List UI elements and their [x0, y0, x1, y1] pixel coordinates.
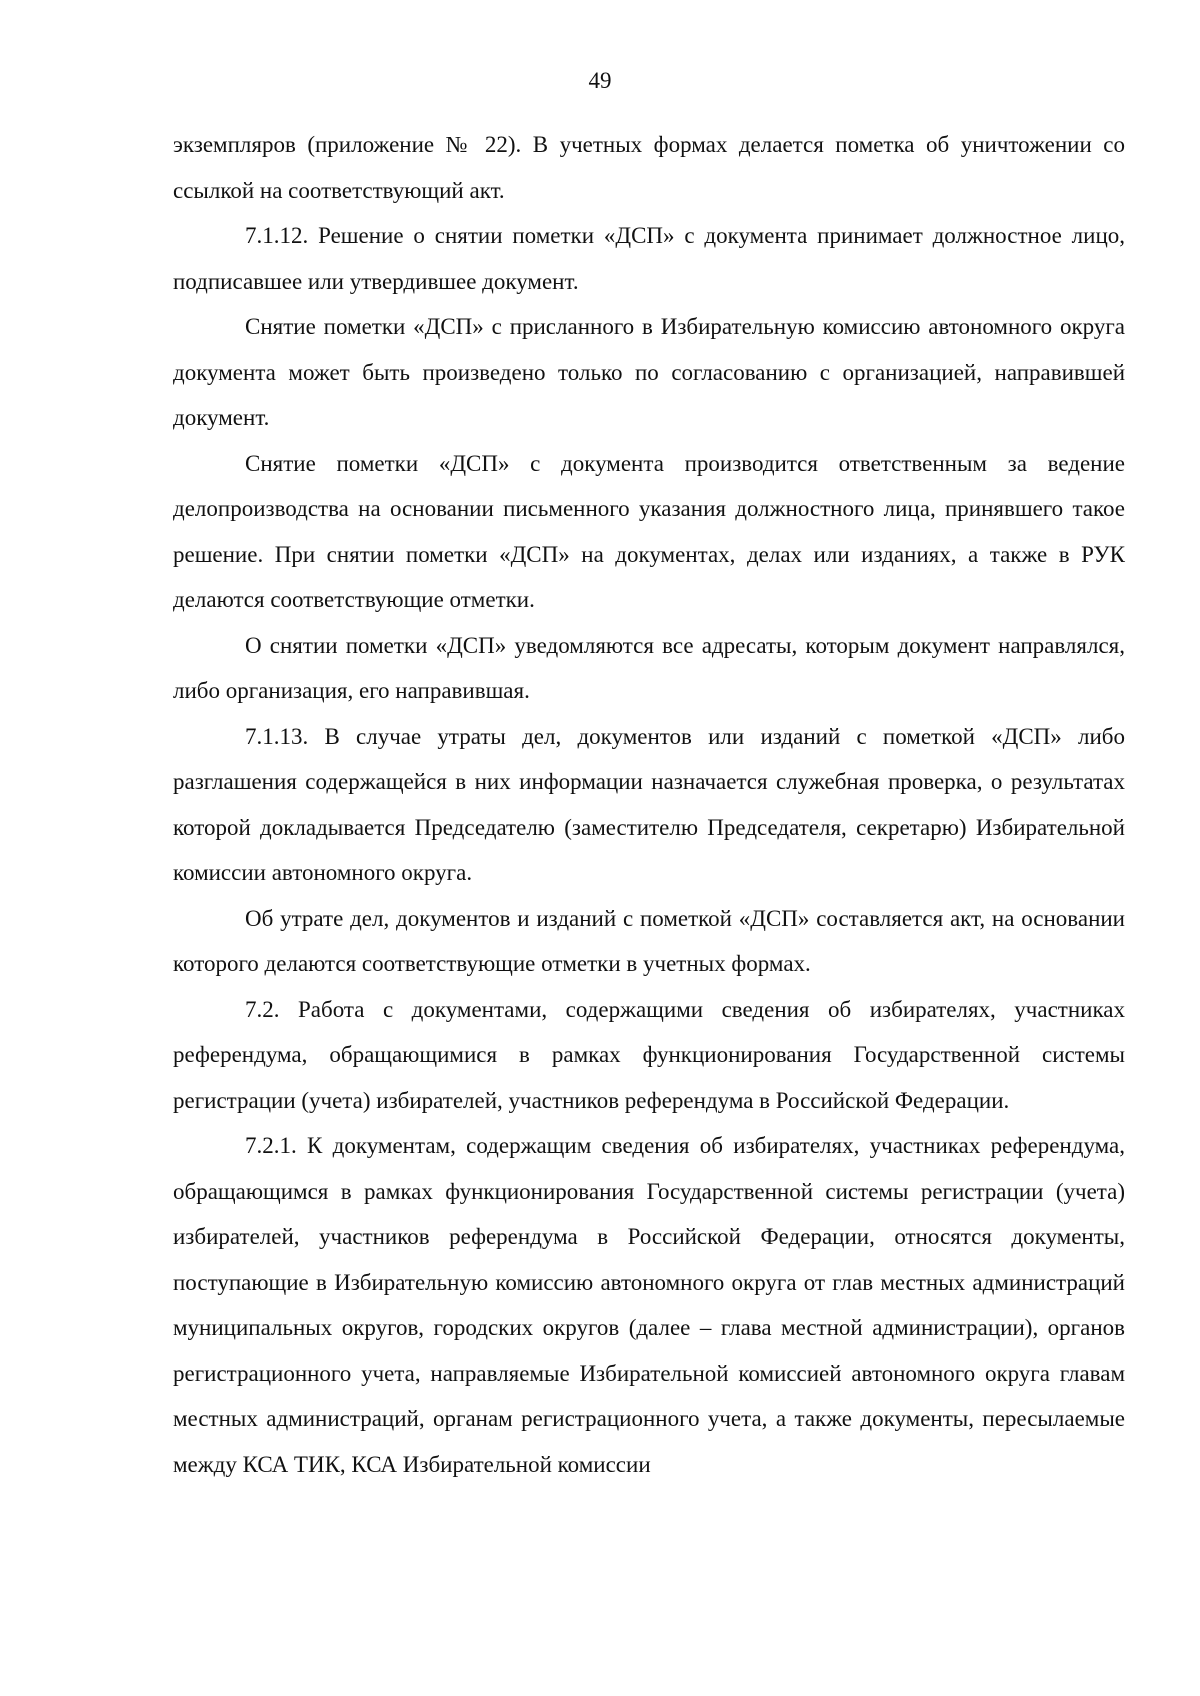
paragraph-7-2-1: 7.2.1. К документам, содержащим сведения об избирателях, участниках референдума, обращающимся в рамках функционирования Государственной системы регистрации (учета) избирателей, участников референдума в Российской Федерации, относятся документы, поступающие в Избирательную комиссию автономного округа от глав местных администраций муниципальных округов, городских округов (далее – глава местной администрации), органов регистрационного учета, направляемые Избирательной комиссией автономного округа главам местных администраций, органам регистрационного учета, а также документы, пересылаемые между КСА ТИК, КСА Избирательной комиссии — [173, 1133, 1125, 1477]
paragraph-loss-act: Об утрате дел, документов и изданий с пометкой «ДСП» составляется акт, на основании которого делаются соответствующие отметки в учетных формах. — [173, 905, 1125, 976]
paragraph-7-2: 7.2. Работа с документами, содержащими сведения об избирателях, участниках референдума, обращающимися в рамках функционирования Государственной системы регистрации (учета) избирателей, участников референдума в Российской Федерации. — [173, 996, 1125, 1113]
paragraph-continuation: экземпляров (приложение № 22). В учетных формах делается пометка об уничтожении со ссылкой на соответствующий акт. — [173, 132, 1125, 203]
paragraph-removal-procedure: Снятие пометки «ДСП» с документа производится ответственным за ведение делопроизводства на основании письменного указания должностного лица, принявшего такое решение. При снятии пометки «ДСП» на документах, делах или изданиях, а также в РУК делаются соответствующие отметки. — [173, 450, 1125, 612]
paragraph-notification: О снятии пометки «ДСП» уведомляются все адресаты, которым документ направлялся, либо организация, его направившая. — [173, 632, 1125, 703]
paragraph-7-1-12: 7.1.12. Решение о снятии пометки «ДСП» с документа принимает должностное лицо, подписавшее или утвердившее документ. — [173, 223, 1125, 294]
document-body — [173, 122, 1125, 1487]
paragraph-removal-by-agreement: Снятие пометки «ДСП» с присланного в Избирательную комиссию автономного округа документа может быть произведено только по согласованию с организацией, направившей документ. — [173, 314, 1125, 430]
page-number: 49 — [588, 68, 612, 93]
paragraph-7-1-13: 7.1.13. В случае утраты дел, документов или изданий с пометкой «ДСП» либо разглашения содержащейся в них информации назначается служебная проверка, о результатах которой докладывается Председателю (заместителю Председателя, секретарю) Избирательной комиссии автономного округа. — [173, 723, 1125, 885]
